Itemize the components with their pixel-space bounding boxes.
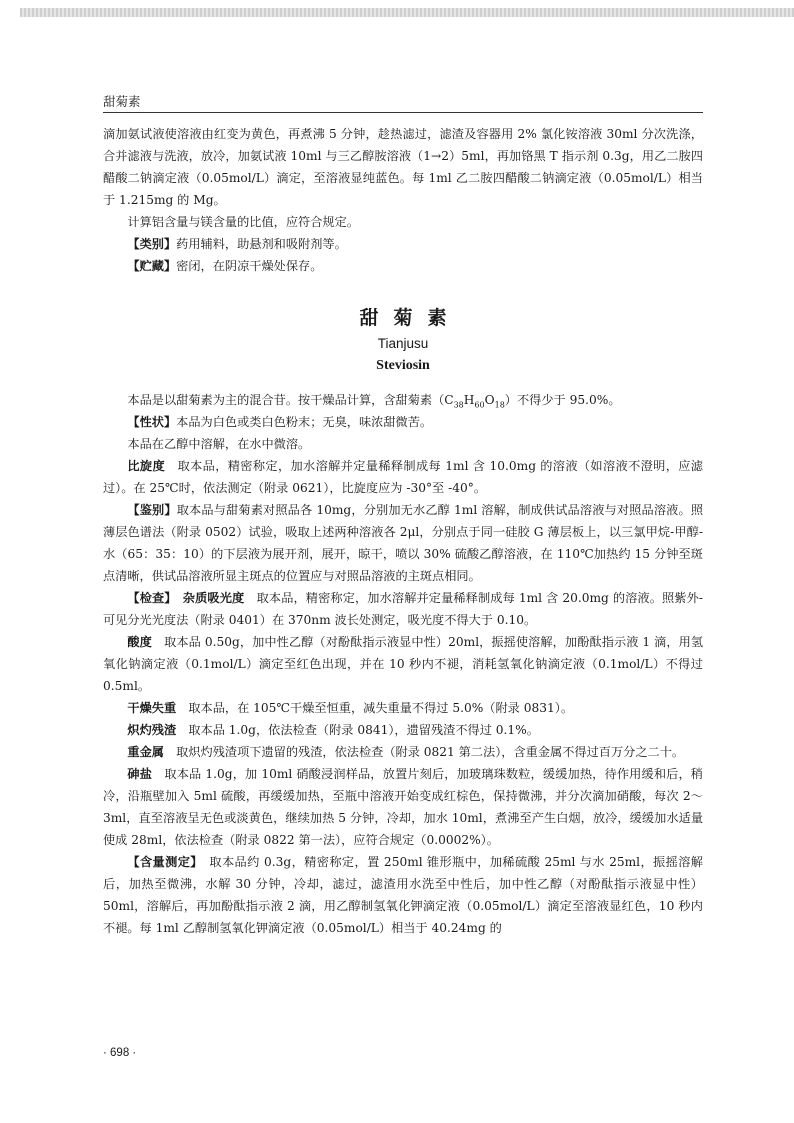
running-head: 甜菊素	[103, 94, 141, 109]
scan-top-band	[20, 8, 794, 17]
prev-storage	[103, 255, 703, 277]
solubility-paragraph: 本品在乙醇中溶解，在水中微溶。	[127, 437, 311, 451]
arsenic-label: 砷盐	[127, 767, 153, 781]
ash-label: 炽灼残渣	[127, 723, 177, 737]
category-label: 【类别】	[127, 237, 177, 251]
acidity-paragraph: 酸度 取本品 0.50g，加中性乙醇（对酚酞指示液显中性）20ml，振摇使溶解，加酚酞指示液 1 滴，用氢氧化钠滴定液（0.1mol/L）滴定至红色出现，并在 10 秒内不褪，消耗氢氧化钠滴定液（0.1mol/L）不得过 0.5ml。	[103, 635, 704, 693]
assay-paragraph: 【含量测定】 取本品约 0.3g，精密称定，置 250ml 锥形瓶中，加稀硫酸 25ml 与水 25ml，振摇溶解后，加热至微沸，水解 30 分钟，冷却，滤过，滤渣用水洗至中性后，加中性乙醇（对酚酞指示液显中性）50ml，溶解后，再加酚酞指示液 2 滴，用乙醇制氢氧化钾滴定液（0.05mol/L）滴定至溶液显红色，10 秒内不褪。每 1ml 乙醇制氢氧化钾滴定液（0.05mol/L）相当于 40.24mg 的	[103, 855, 703, 935]
title-chinese: 甜菊素	[359, 307, 462, 329]
header-rule	[103, 112, 703, 113]
page-content	[103, 123, 703, 939]
prev-paragraph: 滴加氨试液使溶液由红变为黄色，再煮沸 5 分钟，趁热滤过，滤渣及容器用 2% 氯化铵溶液 30ml 分次洗涤，合并滤液与洗液，放冷，加氨试液 10ml 与三乙醇胺溶液（1→2）5ml，再加铬黑 T 指示剂 0.3g，用乙二胺四醋酸二钠滴定液（0.05mol/L）滴定，至溶液显纯蓝色。每 1ml 乙二胺四醋酸二钠滴定液（0.05mol/L）相当于 1.215mg 的 Mg。	[103, 127, 703, 207]
page-number: · 698 ·	[103, 1047, 137, 1059]
absorbance-label: 杂质吸光度	[182, 591, 245, 605]
arsenic-paragraph: 砷盐 取本品 1.0g，加 10ml 硝酸浸润样品，放置片刻后，加玻璃珠数粒，缓缓加热，待作用缓和后，稍冷，沿瓶壁加入 5ml 硫酸，再缓缓加热，至瓶中溶液开始变成红棕色，保持微沸，并分次滴加硝酸，每次 2～3ml，直至溶液呈无色或淡黄色，继续加热 5 分钟，冷却，加水 10ml，煮沸至产生白烟，放冷，缓缓加水适量使成 28ml，依法检查（附录 0822 第一法），应符合规定（0.0002%）。	[103, 767, 703, 847]
heavy-metal-label: 重金属	[127, 745, 164, 759]
ash-paragraph: 炽灼残渣 取本品 1.0g，依法检查（附录 0841），遗留残渣不得过 0.1%。	[127, 723, 539, 737]
prev-ratio-paragraph: 计算铝含量与镁含量的比值，应符合规定。	[127, 215, 359, 229]
acidity-label: 酸度	[127, 635, 152, 649]
monograph-title	[103, 305, 703, 377]
heavy-metal-paragraph: 重金属 取炽灼残渣项下遗留的残渣，依法检查（附录 0821 第二法），含重金属不得过百万分之二十。	[127, 745, 685, 759]
assay-label: 【含量测定】	[127, 855, 197, 869]
check-label: 【检查】	[127, 591, 171, 605]
title-english: Steviosin	[376, 358, 430, 373]
category-text: 药用辅料，助悬剂和吸附剂等。	[176, 237, 347, 251]
check-paragraph: 【检查】 杂质吸光度 取本品，精密称定，加水溶解并定量稀释制成每 1ml 含 20.0mg 的溶液。照紫外-可见分光光度法（附录 0401）在 370nm 波长处测定，吸光度不得大于 0.10。	[103, 591, 704, 627]
prev-category	[103, 233, 703, 255]
title-pinyin: Tianjusu	[377, 336, 429, 351]
storage-text: 密闭，在阴凉干燥处保存。	[176, 259, 323, 273]
identification-label: 【鉴别】	[127, 503, 177, 517]
drying-loss-paragraph: 干燥失重 取本品，在 105℃干燥至恒重，减失重量不得过 5.0%（附录 0831）。	[127, 701, 574, 715]
storage-label: 【贮藏】	[127, 259, 177, 273]
drying-loss-label: 干燥失重	[127, 701, 177, 715]
traits-paragraph: 【性状】本品为白色或类白色粉末；无臭，味浓甜微苦。	[127, 415, 433, 429]
rotation-label: 比旋度	[127, 459, 166, 473]
rotation-paragraph: 比旋度 取本品，精密称定，加水溶解并定量稀释制成每 1ml 含 10.0mg 的溶液（如溶液不澄明，应滤过）。在 25℃时，依法测定（附录 0621），比旋度应为 -30°至 -40°。	[103, 459, 703, 495]
identification-paragraph: 【鉴别】取本品与甜菊素对照品各 10mg，分别加无水乙醇 1ml 溶解，制成供试品溶液与对照品溶液。照薄层色谱法（附录 0502）试验，吸取上述两种溶液各 2μl，分别点于同一硅胶 G 薄层板上，以三氯甲烷-甲醇-水（65：35：10）的下层液为展开剂，展开，晾干，喷以 30% 硫酸乙醇溶液，在 110℃加热约 15 分钟至斑点清晰，供试品溶液所显主斑点的位置应与对照品溶液的主斑点相同。	[103, 503, 704, 583]
intro-paragraph: 本品是以甜菊素为主的混合苷。按干燥品计算，含甜菊素$(C_{38}H_{60}O_{18})$不得少于 95.0%。	[127, 393, 621, 410]
traits-label: 【性状】	[127, 415, 177, 429]
